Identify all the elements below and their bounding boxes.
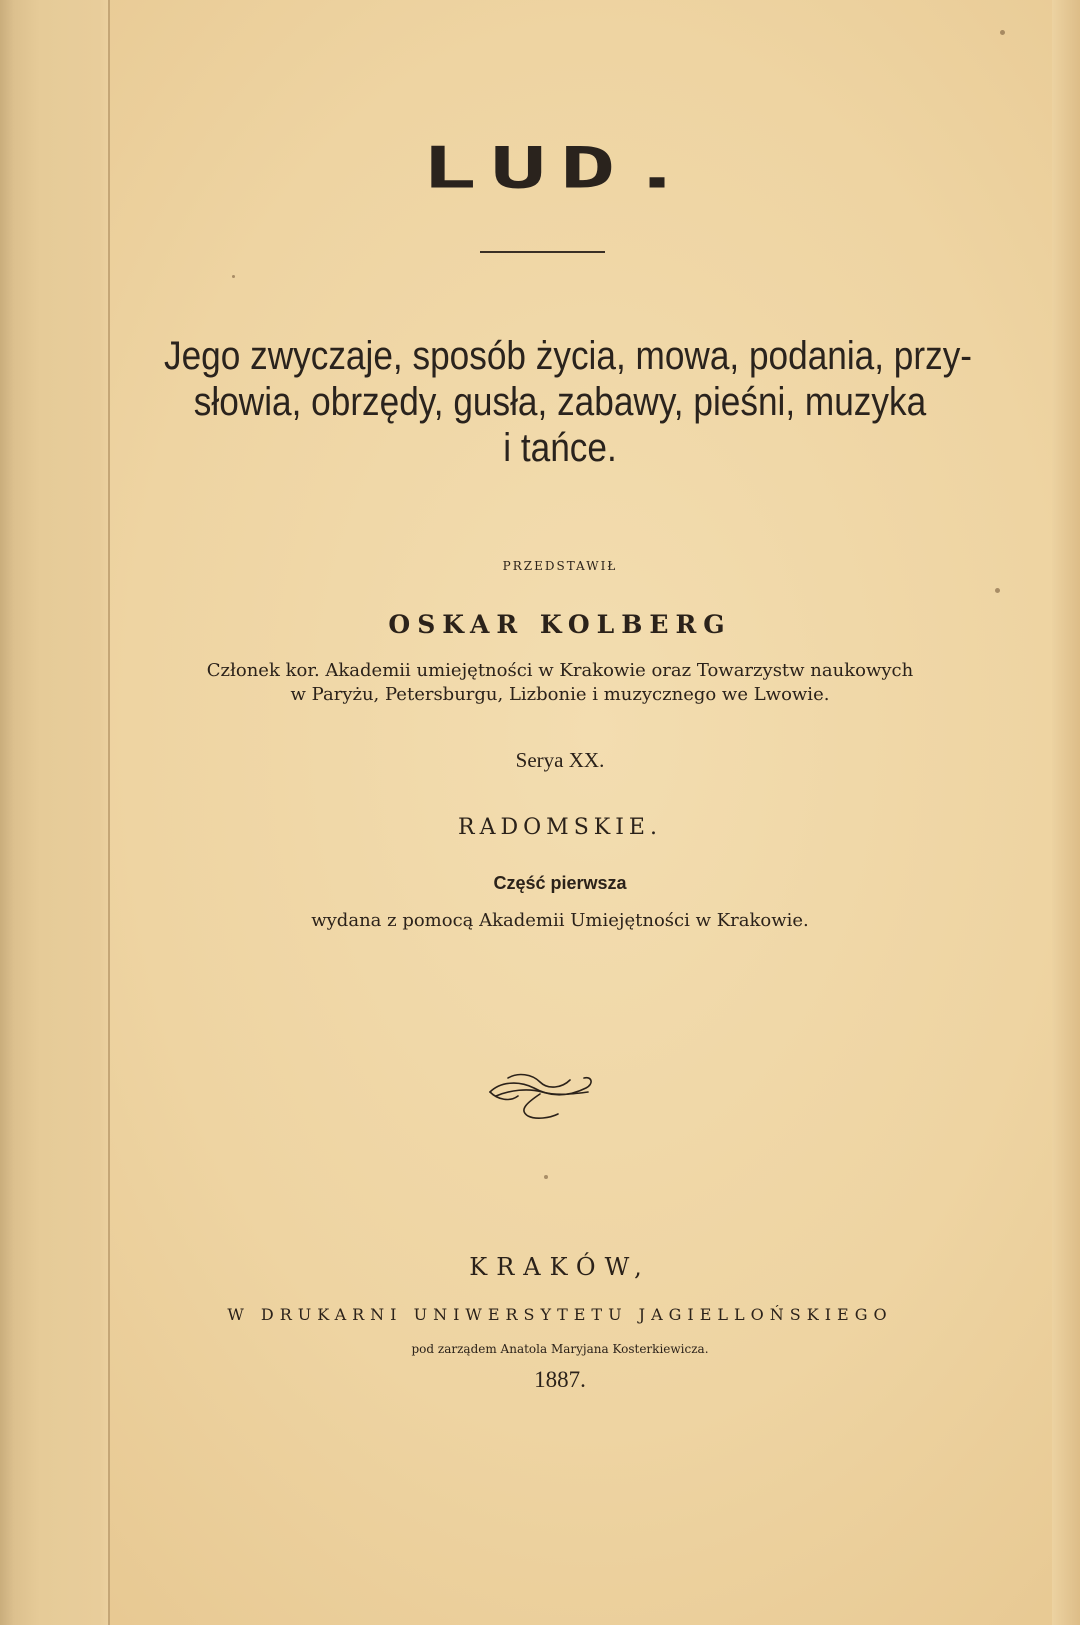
title-rule	[480, 251, 605, 253]
paper-spot	[232, 275, 235, 278]
subtitle-line-3: i tańce.	[503, 426, 617, 470]
subtitle	[164, 333, 973, 471]
page-right-edge	[1052, 0, 1080, 1625]
series-label: Serya XX.	[515, 748, 605, 772]
paper-spot	[995, 588, 1000, 593]
region-title: RADOMSKIE.	[458, 815, 662, 840]
membership-line-2: w Paryżu, Petersburgu, Lizbonie i muzycznego we Lwowie.	[290, 684, 830, 705]
imprint-city: KRAKÓW,	[469, 1253, 651, 1281]
paper-spot	[1000, 30, 1005, 35]
part-label: Część pierwsza	[493, 873, 627, 893]
published-note: wydana z pomocą Akademii Umiejętności w Krakowie.	[311, 910, 809, 931]
subtitle-line-2: słowia, obrzędy, gusła, zabawy, pieśni, muzyka	[193, 380, 927, 424]
membership-line-1: Członek kor. Akademii umiejętności w Krakowie oraz Towarzystw naukowych	[206, 660, 914, 681]
binding-edge	[0, 0, 110, 1625]
author-membership	[110, 659, 1010, 707]
subtitle-line-1: Jego zwyczaje, sposób życia, mowa, podania, przy-	[164, 334, 973, 378]
imprint-printer: W DRUKARNI UNIWERSYTETU JAGIELLOŃSKIEGO	[227, 1305, 893, 1324]
flourish-ornament-icon	[488, 1066, 596, 1124]
presented-label: PRZEDSTAWIŁ	[502, 559, 618, 573]
author-name: OSKAR KOLBERG	[388, 610, 732, 639]
imprint-year: 1887.	[534, 1367, 586, 1392]
paper-spot	[544, 1175, 548, 1179]
imprint-management: pod zarządem Anatola Maryjana Kosterkiewicza.	[411, 1342, 709, 1356]
book-title: LUD.	[421, 135, 699, 202]
